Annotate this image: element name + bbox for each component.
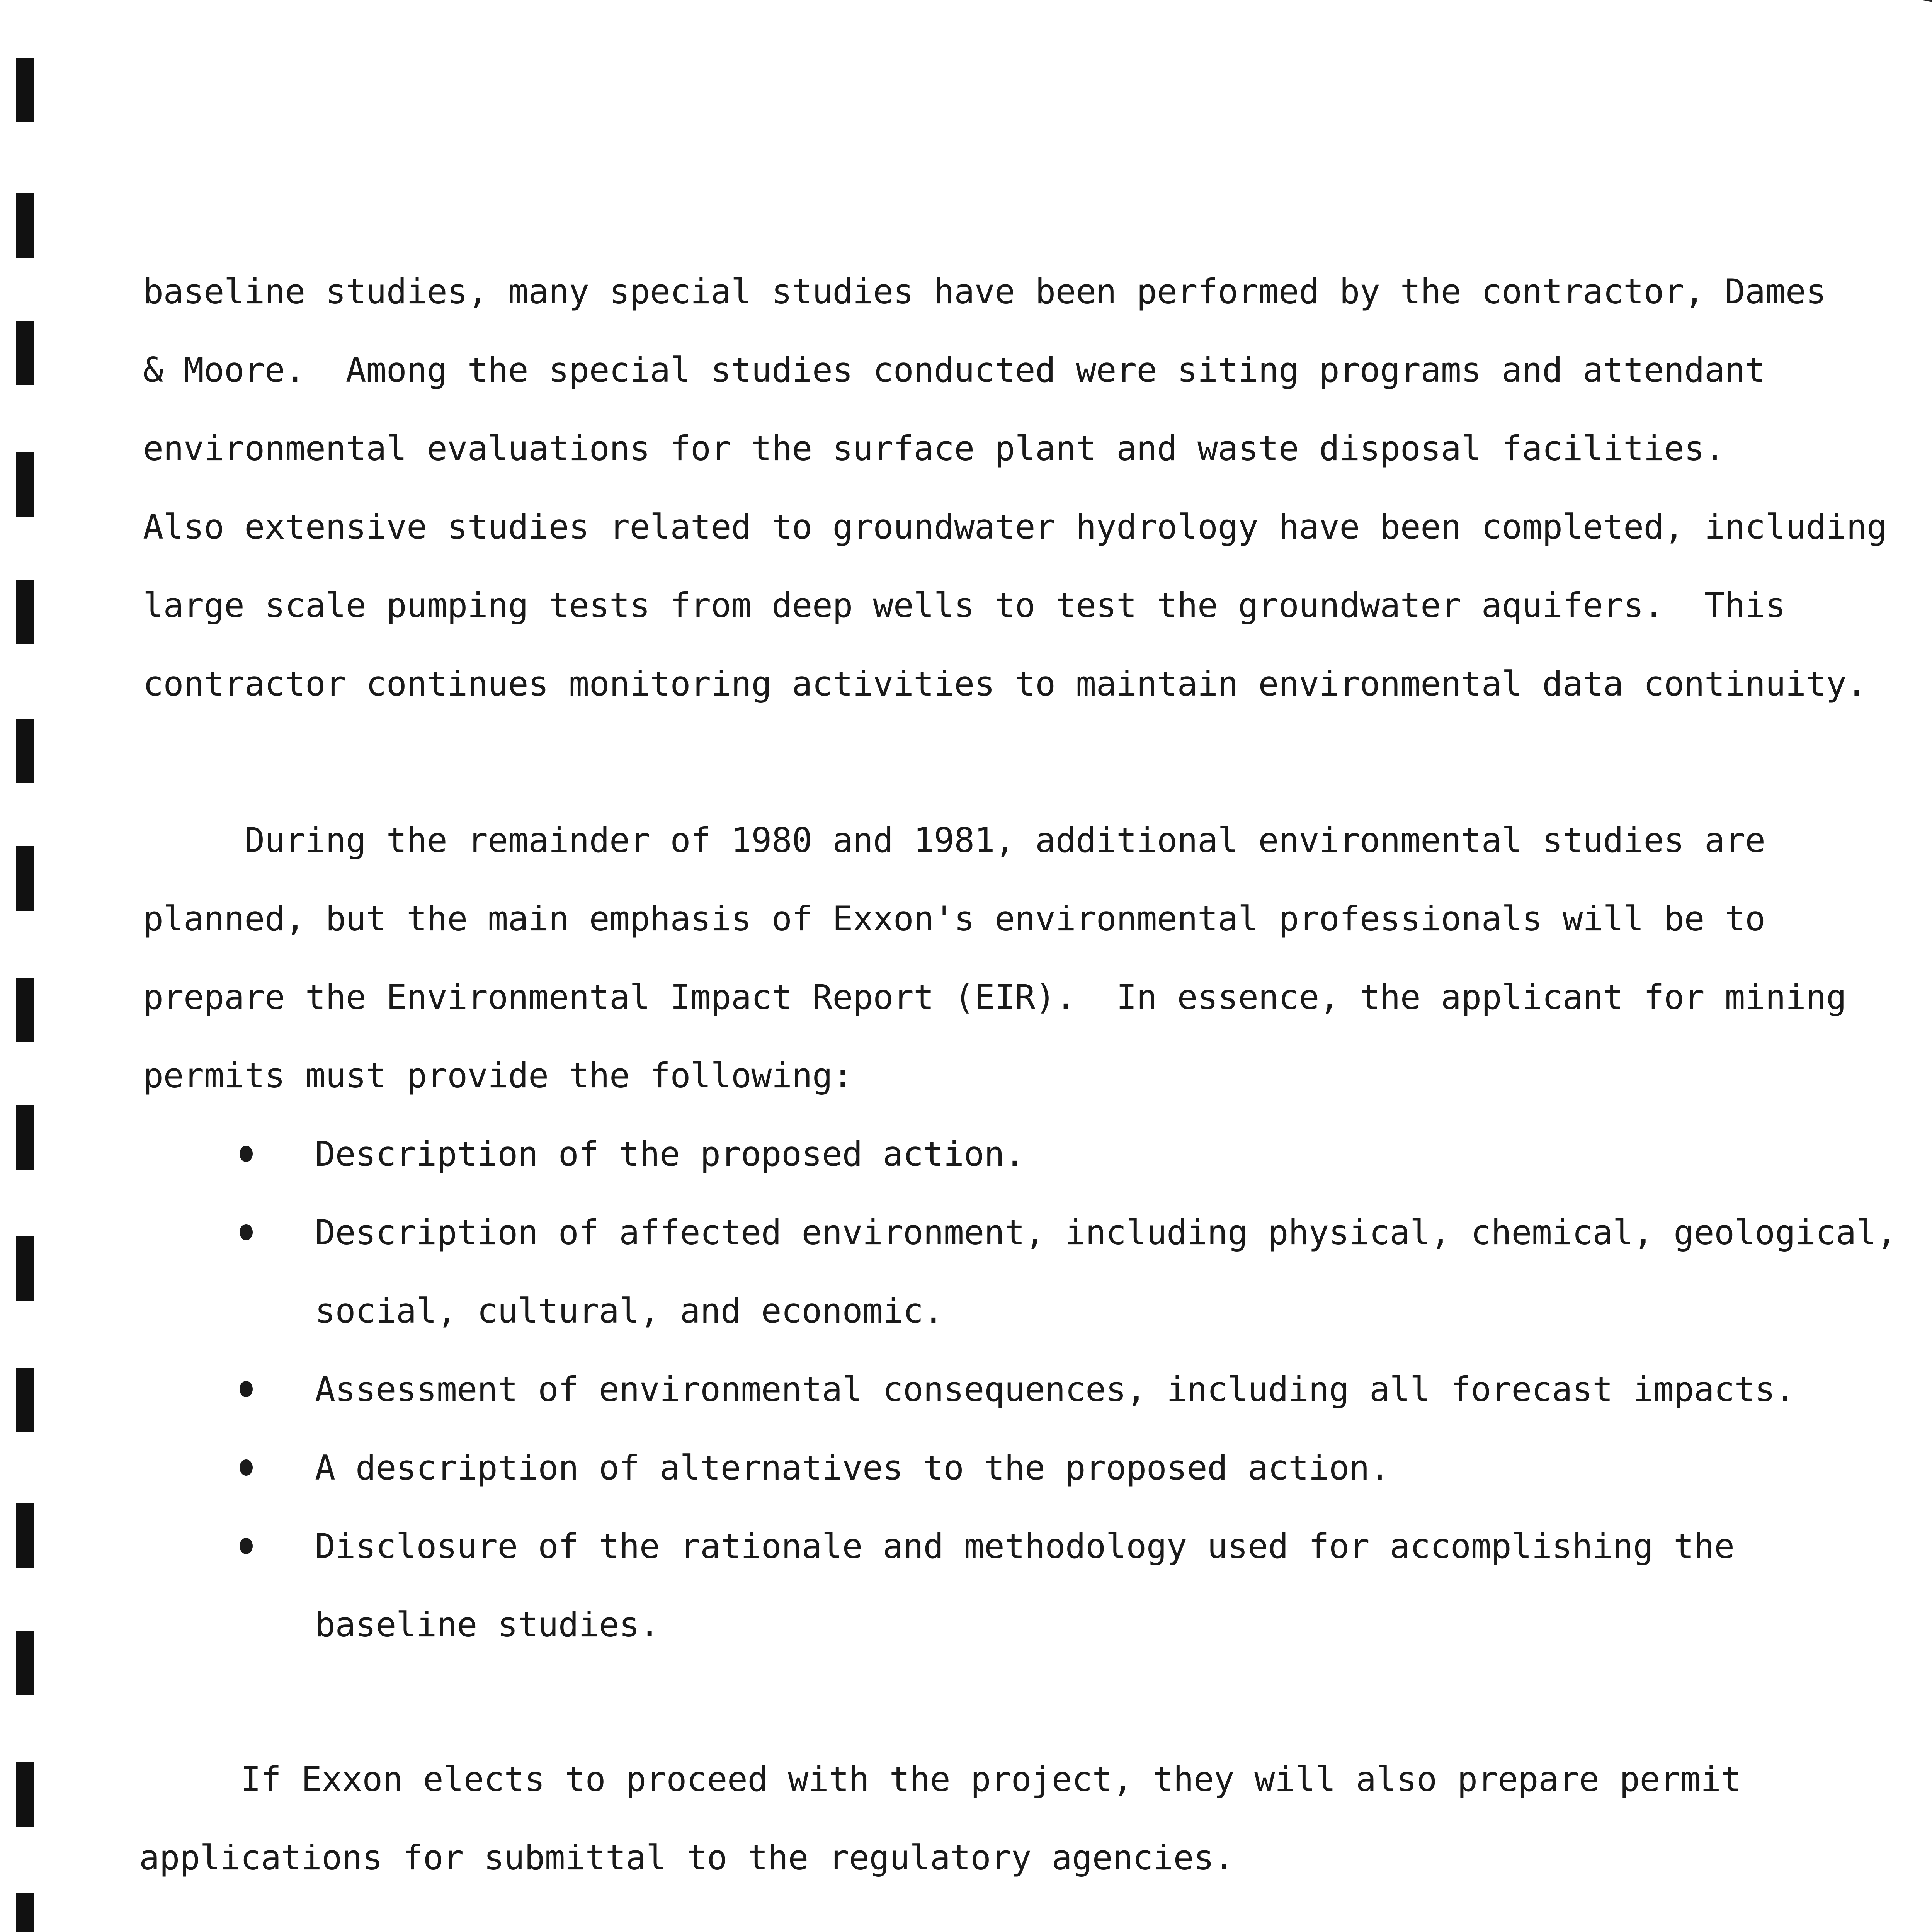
text-line: large scale pumping tests from deep wells to test the groundwater aquifers. This [143, 585, 1786, 625]
binder-mark [16, 1631, 34, 1695]
binder-mark [16, 1893, 34, 1932]
paragraph-2 [143, 819, 1847, 1095]
bullet-item: Assessment of environmental consequences, including all forecast impacts. [315, 1369, 1796, 1409]
binder-mark [16, 1368, 34, 1432]
bullet-icon [240, 1381, 253, 1397]
text-line: & Moore. Among the special studies conducted were siting programs and attendant [143, 350, 1765, 390]
text-line: permits must provide the following: [143, 1056, 853, 1095]
binder-mark [16, 846, 34, 911]
binder-mark [16, 978, 34, 1042]
paragraph-3 [139, 1758, 1741, 1917]
bullet-item: Description of the proposed action. [315, 1134, 1025, 1174]
binder-mark [16, 193, 34, 258]
text-line: prepare the Environmental Impact Report (EIR). In essence, the applicant for mining [143, 977, 1847, 1017]
binder-mark [16, 1503, 34, 1568]
bullet-item: Disclosure of the rationale and methodology used for accomplishing the [315, 1526, 1735, 1566]
binder-mark [16, 1105, 34, 1170]
binder-mark [16, 1236, 34, 1301]
bullet-icon [240, 1538, 253, 1554]
binder-mark [16, 452, 34, 517]
text-line: baseline studies, many special studies have been performed by the contractor, Dames [143, 272, 1826, 311]
bullet-icon [240, 1146, 253, 1162]
paragraph-1 [143, 270, 1887, 704]
text-line: Also extensive studies related to groundwater hydrology have been completed, including [143, 507, 1887, 547]
bullet-icon [240, 1224, 253, 1240]
text-line: contractor continues monitoring activities to maintain environmental data continuity. [143, 664, 1867, 704]
text-line: If Exxon elects to proceed with the project, they will also prepare permit [139, 1759, 1741, 1799]
bullet-item: A description of alternatives to the proposed action. [315, 1448, 1390, 1488]
bullet-item-continued: social, cultural, and economic. [315, 1291, 944, 1331]
corner-mark [1877, 0, 1932, 18]
bullet-item-continued: baseline studies. [315, 1605, 660, 1645]
binder-mark [16, 719, 34, 783]
text-line: planned, but the main emphasis of Exxon's environmental professionals will be to [143, 899, 1765, 939]
binder-mark [16, 580, 34, 644]
binder-mark [16, 321, 34, 385]
binder-mark [16, 1762, 34, 1827]
bullet-item: Description of affected environment, including physical, chemical, geological, [315, 1213, 1897, 1252]
binder-mark [16, 58, 34, 122]
text-line: applications for submittal to the regulatory agencies. [139, 1838, 1234, 1878]
bullet-icon [240, 1459, 253, 1476]
text-line: environmental evaluations for the surface plant and waste disposal facilities. [143, 429, 1725, 468]
text-line: During the remainder of 1980 and 1981, additional environmental studies are [143, 820, 1765, 860]
